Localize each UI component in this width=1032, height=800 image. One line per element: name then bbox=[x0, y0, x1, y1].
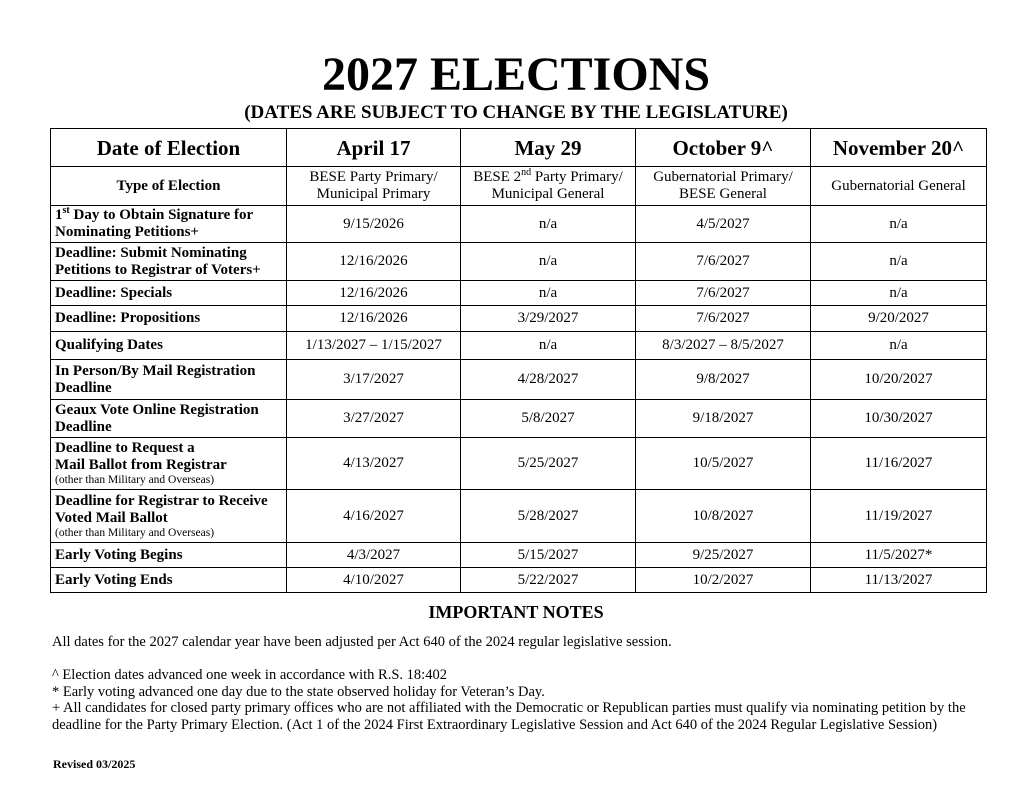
date-cell: 4/13/2027 bbox=[287, 438, 461, 490]
type-cell: BESE 2nd Party Primary/ Municipal General bbox=[461, 167, 636, 206]
date-cell: 1/13/2027 – 1/15/2027 bbox=[287, 332, 461, 360]
row-label: Qualifying Dates bbox=[51, 332, 287, 360]
table-row bbox=[51, 206, 987, 243]
date-cell: 10/20/2027 bbox=[811, 360, 987, 400]
header-date: November 20^ bbox=[811, 129, 987, 167]
table-header-row bbox=[51, 129, 987, 167]
date-cell: 5/25/2027 bbox=[461, 438, 636, 490]
date-cell: 12/16/2026 bbox=[287, 243, 461, 281]
revised-date: Revised 03/2025 bbox=[53, 757, 136, 771]
date-cell: n/a bbox=[811, 281, 987, 306]
type-cell: BESE Party Primary/ Municipal Primary bbox=[287, 167, 461, 206]
date-cell: 12/16/2026 bbox=[287, 281, 461, 306]
table-row bbox=[51, 543, 987, 568]
date-cell: 5/22/2027 bbox=[461, 568, 636, 593]
date-cell: 3/17/2027 bbox=[287, 360, 461, 400]
notes-title: IMPORTANT NOTES bbox=[428, 602, 604, 622]
date-cell: 7/6/2027 bbox=[636, 281, 811, 306]
note-plus: + All candidates for closed party primary offices who are not affiliated with the Democratic or Republican parties must qualify via nominating petition by the deadline for the Party Primary Election. (Act 1 of the 2024 First Extraordinary Legislative Session and Act 640 of the 2024 Regular Legislative Session) bbox=[52, 700, 966, 733]
date-cell: 3/29/2027 bbox=[461, 306, 636, 332]
note-star: * Early voting advanced one day due to the state observed holiday for Veteran’s Day. bbox=[52, 684, 545, 700]
date-cell: 11/19/2027 bbox=[811, 490, 987, 543]
date-cell: 11/13/2027 bbox=[811, 568, 987, 593]
row-label: Type of Election bbox=[51, 167, 287, 206]
table-row bbox=[51, 490, 987, 543]
type-cell: Gubernatorial General bbox=[811, 167, 987, 206]
date-cell: 4/28/2027 bbox=[461, 360, 636, 400]
header-date-of-election: Date of Election bbox=[51, 129, 287, 167]
date-cell: 10/5/2027 bbox=[636, 438, 811, 490]
date-cell: 7/6/2027 bbox=[636, 306, 811, 332]
date-cell: 4/10/2027 bbox=[287, 568, 461, 593]
page-title: 2027 ELECTIONS bbox=[321, 48, 711, 101]
row-label: In Person/By Mail Registration Deadline bbox=[51, 360, 287, 400]
row-label: 1st Day to Obtain Signature for Nominating Petitions+ bbox=[51, 206, 287, 243]
table-row bbox=[51, 360, 987, 400]
row-label: Deadline: Propositions bbox=[51, 306, 287, 332]
date-cell: 9/8/2027 bbox=[636, 360, 811, 400]
date-cell: 11/5/2027* bbox=[811, 543, 987, 568]
row-label: Deadline for Registrar to Receive Voted Mail Ballot (other than Military and Overseas) bbox=[51, 490, 287, 543]
date-cell: 9/18/2027 bbox=[636, 400, 811, 438]
date-cell: 5/8/2027 bbox=[461, 400, 636, 438]
date-cell: n/a bbox=[461, 243, 636, 281]
header-date: October 9^ bbox=[636, 129, 811, 167]
date-cell: n/a bbox=[811, 332, 987, 360]
table-row bbox=[51, 281, 987, 306]
date-cell: n/a bbox=[461, 332, 636, 360]
page-subtitle: (DATES ARE SUBJECT TO CHANGE BY THE LEGISLATURE) bbox=[244, 102, 788, 123]
date-cell: 9/20/2027 bbox=[811, 306, 987, 332]
date-cell: 10/2/2027 bbox=[636, 568, 811, 593]
date-cell: 7/6/2027 bbox=[636, 243, 811, 281]
date-cell: 9/25/2027 bbox=[636, 543, 811, 568]
table-row bbox=[51, 332, 987, 360]
header-date: May 29 bbox=[461, 129, 636, 167]
date-cell: 12/16/2026 bbox=[287, 306, 461, 332]
date-cell: n/a bbox=[461, 206, 636, 243]
date-cell: 3/27/2027 bbox=[287, 400, 461, 438]
date-cell: 10/8/2027 bbox=[636, 490, 811, 543]
date-cell: 8/3/2027 – 8/5/2027 bbox=[636, 332, 811, 360]
table-row bbox=[51, 167, 987, 206]
table-row bbox=[51, 568, 987, 593]
date-cell: 11/16/2027 bbox=[811, 438, 987, 490]
row-label: Geaux Vote Online Registration Deadline bbox=[51, 400, 287, 438]
row-label: Deadline to Request a Mail Ballot from Registrar (other than Military and Overseas) bbox=[51, 438, 287, 490]
date-cell: n/a bbox=[811, 243, 987, 281]
date-cell: 10/30/2027 bbox=[811, 400, 987, 438]
row-label: Early Voting Ends bbox=[51, 568, 287, 593]
table-row bbox=[51, 400, 987, 438]
table-row bbox=[51, 243, 987, 281]
table-row bbox=[51, 438, 987, 490]
header-date: April 17 bbox=[287, 129, 461, 167]
date-cell: 4/16/2027 bbox=[287, 490, 461, 543]
date-cell: 4/3/2027 bbox=[287, 543, 461, 568]
table-row bbox=[51, 306, 987, 332]
date-cell: 4/5/2027 bbox=[636, 206, 811, 243]
row-label: Early Voting Begins bbox=[51, 543, 287, 568]
note-intro: All dates for the 2027 calendar year have been adjusted per Act 640 of the 2024 regular legislative session. bbox=[52, 634, 672, 650]
election-schedule-table bbox=[50, 128, 987, 593]
date-cell: 5/28/2027 bbox=[461, 490, 636, 543]
date-cell: n/a bbox=[461, 281, 636, 306]
row-label: Deadline: Specials bbox=[51, 281, 287, 306]
row-label: Deadline: Submit Nominating Petitions to Registrar of Voters+ bbox=[51, 243, 287, 281]
note-caret: ^ Election dates advanced one week in accordance with R.S. 18:402 bbox=[52, 667, 447, 683]
date-cell: n/a bbox=[811, 206, 987, 243]
type-cell: Gubernatorial Primary/ BESE General bbox=[636, 167, 811, 206]
date-cell: 9/15/2026 bbox=[287, 206, 461, 243]
date-cell: 5/15/2027 bbox=[461, 543, 636, 568]
